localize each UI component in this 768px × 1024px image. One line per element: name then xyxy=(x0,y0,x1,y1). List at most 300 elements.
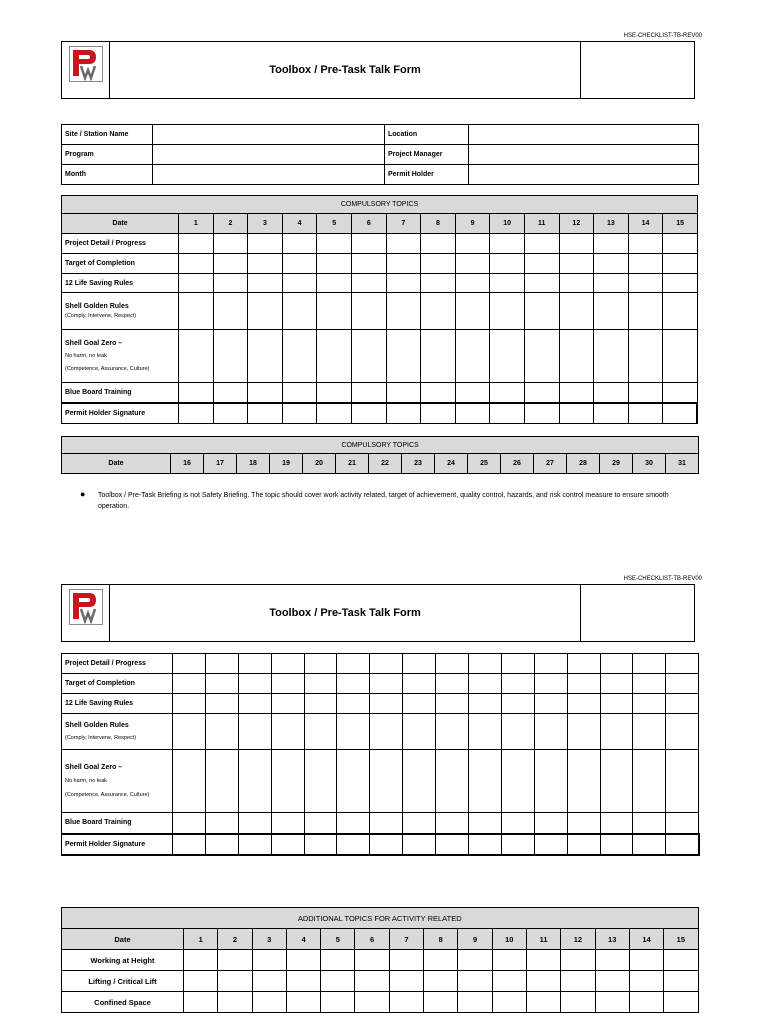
check-cell[interactable] xyxy=(469,694,502,714)
check-cell[interactable] xyxy=(559,330,594,383)
check-cell[interactable] xyxy=(403,674,436,694)
check-cell[interactable] xyxy=(213,254,248,274)
check-cell[interactable] xyxy=(173,674,206,694)
check-cell[interactable] xyxy=(252,950,286,971)
check-cell[interactable] xyxy=(355,950,389,971)
topic-row xyxy=(62,254,698,274)
check-cell[interactable] xyxy=(421,274,456,293)
check-cell[interactable] xyxy=(469,654,502,674)
check-cell[interactable] xyxy=(218,971,252,992)
project-manager-field[interactable] xyxy=(469,145,699,165)
check-cell[interactable] xyxy=(526,971,560,992)
date-label: Date xyxy=(62,929,184,950)
day-cell: 11 xyxy=(524,214,559,234)
check-cell[interactable] xyxy=(600,750,633,813)
check-cell[interactable] xyxy=(304,694,337,714)
check-cell[interactable] xyxy=(561,992,595,1013)
check-cell[interactable] xyxy=(403,750,436,813)
day-cell: 12 xyxy=(561,929,595,950)
signature-cell[interactable] xyxy=(370,834,403,855)
check-cell[interactable] xyxy=(664,950,698,971)
check-cell[interactable] xyxy=(524,234,559,254)
check-cell[interactable] xyxy=(351,254,386,274)
check-cell[interactable] xyxy=(179,234,214,254)
check-cell[interactable] xyxy=(351,234,386,254)
day-cell: 7 xyxy=(389,929,423,950)
check-cell[interactable] xyxy=(321,971,355,992)
check-cell[interactable] xyxy=(252,992,286,1013)
check-cell[interactable] xyxy=(492,950,526,971)
check-cell[interactable] xyxy=(490,383,525,403)
check-cell[interactable] xyxy=(594,383,629,403)
signature-cell[interactable] xyxy=(282,403,317,424)
additional-topic-label: Working at Height xyxy=(62,950,184,971)
check-cell[interactable] xyxy=(633,674,666,694)
signature-cell[interactable] xyxy=(559,403,594,424)
check-cell[interactable] xyxy=(213,330,248,383)
check-cell[interactable] xyxy=(205,654,238,674)
check-cell[interactable] xyxy=(386,293,421,330)
compulsory-table-continued xyxy=(61,653,700,856)
check-cell[interactable] xyxy=(389,971,423,992)
signature-cell[interactable] xyxy=(403,834,436,855)
check-cell[interactable] xyxy=(248,234,283,254)
check-cell[interactable] xyxy=(524,293,559,330)
signature-cell[interactable] xyxy=(600,834,633,855)
check-cell[interactable] xyxy=(628,330,663,383)
check-cell[interactable] xyxy=(436,813,469,834)
check-cell[interactable] xyxy=(248,293,283,330)
check-cell[interactable] xyxy=(286,971,320,992)
signature-cell[interactable] xyxy=(386,403,421,424)
signature-cell[interactable] xyxy=(436,834,469,855)
check-cell[interactable] xyxy=(321,992,355,1013)
check-cell[interactable] xyxy=(386,234,421,254)
check-cell[interactable] xyxy=(664,992,698,1013)
check-cell[interactable] xyxy=(436,674,469,694)
check-cell[interactable] xyxy=(386,330,421,383)
check-cell[interactable] xyxy=(594,293,629,330)
check-cell[interactable] xyxy=(559,234,594,254)
check-cell[interactable] xyxy=(389,950,423,971)
check-cell[interactable] xyxy=(304,654,337,674)
check-cell[interactable] xyxy=(421,383,456,403)
signature-cell[interactable] xyxy=(469,834,502,855)
check-cell[interactable] xyxy=(282,234,317,254)
month-field[interactable] xyxy=(153,165,385,185)
check-cell[interactable] xyxy=(663,234,698,254)
check-cell[interactable] xyxy=(421,234,456,254)
check-cell[interactable] xyxy=(173,750,206,813)
check-cell[interactable] xyxy=(424,992,458,1013)
check-cell[interactable] xyxy=(501,694,534,714)
check-cell[interactable] xyxy=(286,992,320,1013)
check-cell[interactable] xyxy=(337,813,370,834)
check-cell[interactable] xyxy=(218,992,252,1013)
signature-cell[interactable] xyxy=(663,403,698,424)
check-cell[interactable] xyxy=(304,813,337,834)
check-cell[interactable] xyxy=(238,714,271,750)
check-cell[interactable] xyxy=(594,274,629,293)
topic-label: Blue Board Training xyxy=(62,383,179,403)
check-cell[interactable] xyxy=(501,714,534,750)
check-cell[interactable] xyxy=(304,750,337,813)
check-cell[interactable] xyxy=(600,674,633,694)
check-cell[interactable] xyxy=(271,714,304,750)
check-cell[interactable] xyxy=(633,654,666,674)
check-cell[interactable] xyxy=(594,254,629,274)
check-cell[interactable] xyxy=(633,813,666,834)
check-cell[interactable] xyxy=(386,274,421,293)
check-cell[interactable] xyxy=(663,254,698,274)
check-cell[interactable] xyxy=(370,674,403,694)
check-cell[interactable] xyxy=(271,674,304,694)
check-cell[interactable] xyxy=(501,813,534,834)
check-cell[interactable] xyxy=(524,254,559,274)
check-cell[interactable] xyxy=(173,654,206,674)
check-cell[interactable] xyxy=(386,254,421,274)
check-cell[interactable] xyxy=(490,234,525,254)
check-cell[interactable] xyxy=(666,750,699,813)
check-cell[interactable] xyxy=(271,750,304,813)
signature-cell[interactable] xyxy=(534,834,567,855)
topic-row xyxy=(62,330,698,383)
signature-cell[interactable] xyxy=(666,834,699,855)
check-cell[interactable] xyxy=(492,992,526,1013)
check-cell[interactable] xyxy=(561,950,595,971)
check-cell[interactable] xyxy=(455,330,490,383)
check-cell[interactable] xyxy=(436,714,469,750)
check-cell[interactable] xyxy=(567,714,600,750)
location-field[interactable] xyxy=(469,125,699,145)
signature-cell[interactable] xyxy=(337,834,370,855)
check-cell[interactable] xyxy=(628,234,663,254)
day-cell: 5 xyxy=(321,929,355,950)
check-cell[interactable] xyxy=(458,950,492,971)
check-cell[interactable] xyxy=(424,971,458,992)
day-cell: 9 xyxy=(458,929,492,950)
check-cell[interactable] xyxy=(633,750,666,813)
check-cell[interactable] xyxy=(455,234,490,254)
check-cell[interactable] xyxy=(282,274,317,293)
check-cell[interactable] xyxy=(490,330,525,383)
check-cell[interactable] xyxy=(370,714,403,750)
check-cell[interactable] xyxy=(421,330,456,383)
check-cell[interactable] xyxy=(317,234,352,254)
check-cell[interactable] xyxy=(355,992,389,1013)
check-cell[interactable] xyxy=(490,274,525,293)
check-cell[interactable] xyxy=(666,714,699,750)
signature-cell[interactable] xyxy=(213,403,248,424)
day-cell: 12 xyxy=(559,214,594,234)
check-cell[interactable] xyxy=(436,654,469,674)
check-cell[interactable] xyxy=(238,750,271,813)
check-cell[interactable] xyxy=(403,654,436,674)
check-cell[interactable] xyxy=(248,274,283,293)
check-cell[interactable] xyxy=(205,714,238,750)
check-cell[interactable] xyxy=(403,714,436,750)
check-cell[interactable] xyxy=(501,750,534,813)
check-cell[interactable] xyxy=(559,383,594,403)
check-cell[interactable] xyxy=(286,950,320,971)
check-cell[interactable] xyxy=(205,813,238,834)
check-cell[interactable] xyxy=(238,694,271,714)
check-cell[interactable] xyxy=(173,694,206,714)
check-cell[interactable] xyxy=(351,330,386,383)
check-cell[interactable] xyxy=(337,714,370,750)
topic-label xyxy=(62,750,173,813)
check-cell[interactable] xyxy=(594,330,629,383)
check-cell[interactable] xyxy=(663,330,698,383)
site-field[interactable] xyxy=(153,125,385,145)
check-cell[interactable] xyxy=(184,950,218,971)
check-cell[interactable] xyxy=(490,293,525,330)
check-cell[interactable] xyxy=(337,674,370,694)
signature-cell[interactable] xyxy=(524,403,559,424)
check-cell[interactable] xyxy=(184,971,218,992)
check-cell[interactable] xyxy=(629,992,663,1013)
check-cell[interactable] xyxy=(282,254,317,274)
check-cell[interactable] xyxy=(559,293,594,330)
day-cell: 20 xyxy=(303,454,336,474)
check-cell[interactable] xyxy=(567,674,600,694)
check-cell[interactable] xyxy=(534,674,567,694)
check-cell[interactable] xyxy=(386,383,421,403)
check-cell[interactable] xyxy=(594,234,629,254)
check-cell[interactable] xyxy=(664,971,698,992)
check-cell[interactable] xyxy=(351,274,386,293)
topic-row xyxy=(62,293,698,330)
topic-row xyxy=(62,274,698,293)
signature-cell[interactable] xyxy=(490,403,525,424)
check-cell[interactable] xyxy=(421,293,456,330)
check-cell[interactable] xyxy=(526,992,560,1013)
check-cell[interactable] xyxy=(534,750,567,813)
check-cell[interactable] xyxy=(666,674,699,694)
topic-row xyxy=(62,971,699,992)
doc-ref-2: HSE-CHECKLIST-TB-REV00 xyxy=(623,576,702,582)
check-cell[interactable] xyxy=(524,330,559,383)
check-cell[interactable] xyxy=(629,971,663,992)
check-cell[interactable] xyxy=(271,654,304,674)
permit-holder-field[interactable] xyxy=(469,165,699,185)
signature-cell[interactable] xyxy=(594,403,629,424)
check-cell[interactable] xyxy=(248,330,283,383)
check-cell[interactable] xyxy=(179,293,214,330)
check-cell[interactable] xyxy=(490,254,525,274)
check-cell[interactable] xyxy=(455,293,490,330)
topic-label: Project Detail / Progress xyxy=(62,234,179,254)
check-cell[interactable] xyxy=(663,274,698,293)
check-cell[interactable] xyxy=(600,694,633,714)
signature-cell[interactable] xyxy=(567,834,600,855)
check-cell[interactable] xyxy=(370,694,403,714)
check-cell[interactable] xyxy=(600,813,633,834)
check-cell[interactable] xyxy=(559,274,594,293)
check-cell[interactable] xyxy=(526,950,560,971)
check-cell[interactable] xyxy=(534,694,567,714)
check-cell[interactable] xyxy=(666,694,699,714)
check-cell[interactable] xyxy=(628,293,663,330)
program-field[interactable] xyxy=(153,145,385,165)
check-cell[interactable] xyxy=(534,714,567,750)
check-cell[interactable] xyxy=(337,694,370,714)
logo-icon xyxy=(69,589,103,625)
check-cell[interactable] xyxy=(370,750,403,813)
check-cell[interactable] xyxy=(252,971,286,992)
check-cell[interactable] xyxy=(629,950,663,971)
check-cell[interactable] xyxy=(337,750,370,813)
check-cell[interactable] xyxy=(421,254,456,274)
check-cell[interactable] xyxy=(403,813,436,834)
check-cell[interactable] xyxy=(455,383,490,403)
check-cell[interactable] xyxy=(179,254,214,274)
signature-cell[interactable] xyxy=(455,403,490,424)
check-cell[interactable] xyxy=(403,694,436,714)
check-cell[interactable] xyxy=(666,813,699,834)
check-cell[interactable] xyxy=(501,674,534,694)
check-cell[interactable] xyxy=(351,293,386,330)
check-cell[interactable] xyxy=(458,971,492,992)
check-cell[interactable] xyxy=(179,274,214,293)
check-cell[interactable] xyxy=(173,813,206,834)
check-cell[interactable] xyxy=(663,383,698,403)
check-cell[interactable] xyxy=(524,274,559,293)
check-cell[interactable] xyxy=(179,330,214,383)
signature-cell[interactable] xyxy=(304,834,337,855)
check-cell[interactable] xyxy=(595,971,629,992)
check-cell[interactable] xyxy=(282,330,317,383)
check-cell[interactable] xyxy=(337,654,370,674)
check-cell[interactable] xyxy=(238,674,271,694)
signature-cell[interactable] xyxy=(633,834,666,855)
topic-title: Shell Golden Rules xyxy=(65,302,129,310)
check-cell[interactable] xyxy=(469,674,502,694)
check-cell[interactable] xyxy=(184,992,218,1013)
check-cell[interactable] xyxy=(355,971,389,992)
check-cell[interactable] xyxy=(458,992,492,1013)
day-cell: 3 xyxy=(248,214,283,234)
check-cell[interactable] xyxy=(179,383,214,403)
signature-cell[interactable] xyxy=(179,403,214,424)
check-cell[interactable] xyxy=(173,714,206,750)
check-cell[interactable] xyxy=(469,750,502,813)
check-cell[interactable] xyxy=(455,254,490,274)
signature-cell[interactable] xyxy=(421,403,456,424)
signature-cell[interactable] xyxy=(248,403,283,424)
check-cell[interactable] xyxy=(633,694,666,714)
check-cell[interactable] xyxy=(317,274,352,293)
day-cell: 17 xyxy=(204,454,237,474)
check-cell[interactable] xyxy=(628,254,663,274)
check-cell[interactable] xyxy=(351,383,386,403)
check-cell[interactable] xyxy=(600,714,633,750)
day-cell: 14 xyxy=(629,929,663,950)
check-cell[interactable] xyxy=(304,674,337,694)
check-cell[interactable] xyxy=(628,383,663,403)
signature-cell[interactable] xyxy=(317,403,352,424)
check-cell[interactable] xyxy=(600,654,633,674)
check-cell[interactable] xyxy=(595,950,629,971)
check-cell[interactable] xyxy=(492,971,526,992)
check-cell[interactable] xyxy=(304,714,337,750)
check-cell[interactable] xyxy=(567,694,600,714)
check-cell[interactable] xyxy=(559,254,594,274)
check-cell[interactable] xyxy=(436,694,469,714)
check-cell[interactable] xyxy=(317,293,352,330)
check-cell[interactable] xyxy=(213,234,248,254)
check-cell[interactable] xyxy=(595,992,629,1013)
check-cell[interactable] xyxy=(317,330,352,383)
check-cell[interactable] xyxy=(205,694,238,714)
check-cell[interactable] xyxy=(370,813,403,834)
topic-label: 12 Life Saving Rules xyxy=(62,274,179,293)
check-cell[interactable] xyxy=(213,293,248,330)
check-cell[interactable] xyxy=(218,950,252,971)
check-cell[interactable] xyxy=(436,750,469,813)
compulsory-heading-2: COMPULSORY TOPICS xyxy=(62,437,699,454)
check-cell[interactable] xyxy=(271,694,304,714)
check-cell[interactable] xyxy=(205,674,238,694)
check-cell[interactable] xyxy=(455,274,490,293)
check-cell[interactable] xyxy=(628,274,663,293)
day-cell: 11 xyxy=(526,929,560,950)
check-cell[interactable] xyxy=(561,971,595,992)
check-cell[interactable] xyxy=(663,293,698,330)
check-cell[interactable] xyxy=(205,750,238,813)
check-cell[interactable] xyxy=(534,813,567,834)
check-cell[interactable] xyxy=(317,254,352,274)
check-cell[interactable] xyxy=(666,654,699,674)
check-cell[interactable] xyxy=(469,813,502,834)
check-cell[interactable] xyxy=(282,383,317,403)
check-cell[interactable] xyxy=(567,750,600,813)
signature-cell[interactable] xyxy=(205,834,238,855)
day-cell: 10 xyxy=(492,929,526,950)
check-cell[interactable] xyxy=(248,254,283,274)
check-cell[interactable] xyxy=(321,950,355,971)
check-cell[interactable] xyxy=(469,714,502,750)
check-cell[interactable] xyxy=(282,293,317,330)
check-cell[interactable] xyxy=(524,383,559,403)
day-cell: 25 xyxy=(468,454,501,474)
check-cell[interactable] xyxy=(567,654,600,674)
check-cell[interactable] xyxy=(248,383,283,403)
check-cell[interactable] xyxy=(271,813,304,834)
check-cell[interactable] xyxy=(213,274,248,293)
check-cell[interactable] xyxy=(213,383,248,403)
check-cell[interactable] xyxy=(370,654,403,674)
signature-cell[interactable] xyxy=(173,834,206,855)
permit-holder-label: Permit Holder xyxy=(385,165,469,185)
check-cell[interactable] xyxy=(501,654,534,674)
check-cell[interactable] xyxy=(534,654,567,674)
signature-cell[interactable] xyxy=(271,834,304,855)
signature-cell[interactable] xyxy=(238,834,271,855)
topic-subtitle: No harm, no leak xyxy=(65,777,107,784)
check-cell[interactable] xyxy=(238,654,271,674)
check-cell[interactable] xyxy=(424,950,458,971)
day-cell: 13 xyxy=(594,214,629,234)
check-cell[interactable] xyxy=(238,813,271,834)
signature-cell[interactable] xyxy=(351,403,386,424)
check-cell[interactable] xyxy=(633,714,666,750)
check-cell[interactable] xyxy=(567,813,600,834)
signature-cell[interactable] xyxy=(501,834,534,855)
signature-cell[interactable] xyxy=(628,403,663,424)
check-cell[interactable] xyxy=(389,992,423,1013)
check-cell[interactable] xyxy=(317,383,352,403)
